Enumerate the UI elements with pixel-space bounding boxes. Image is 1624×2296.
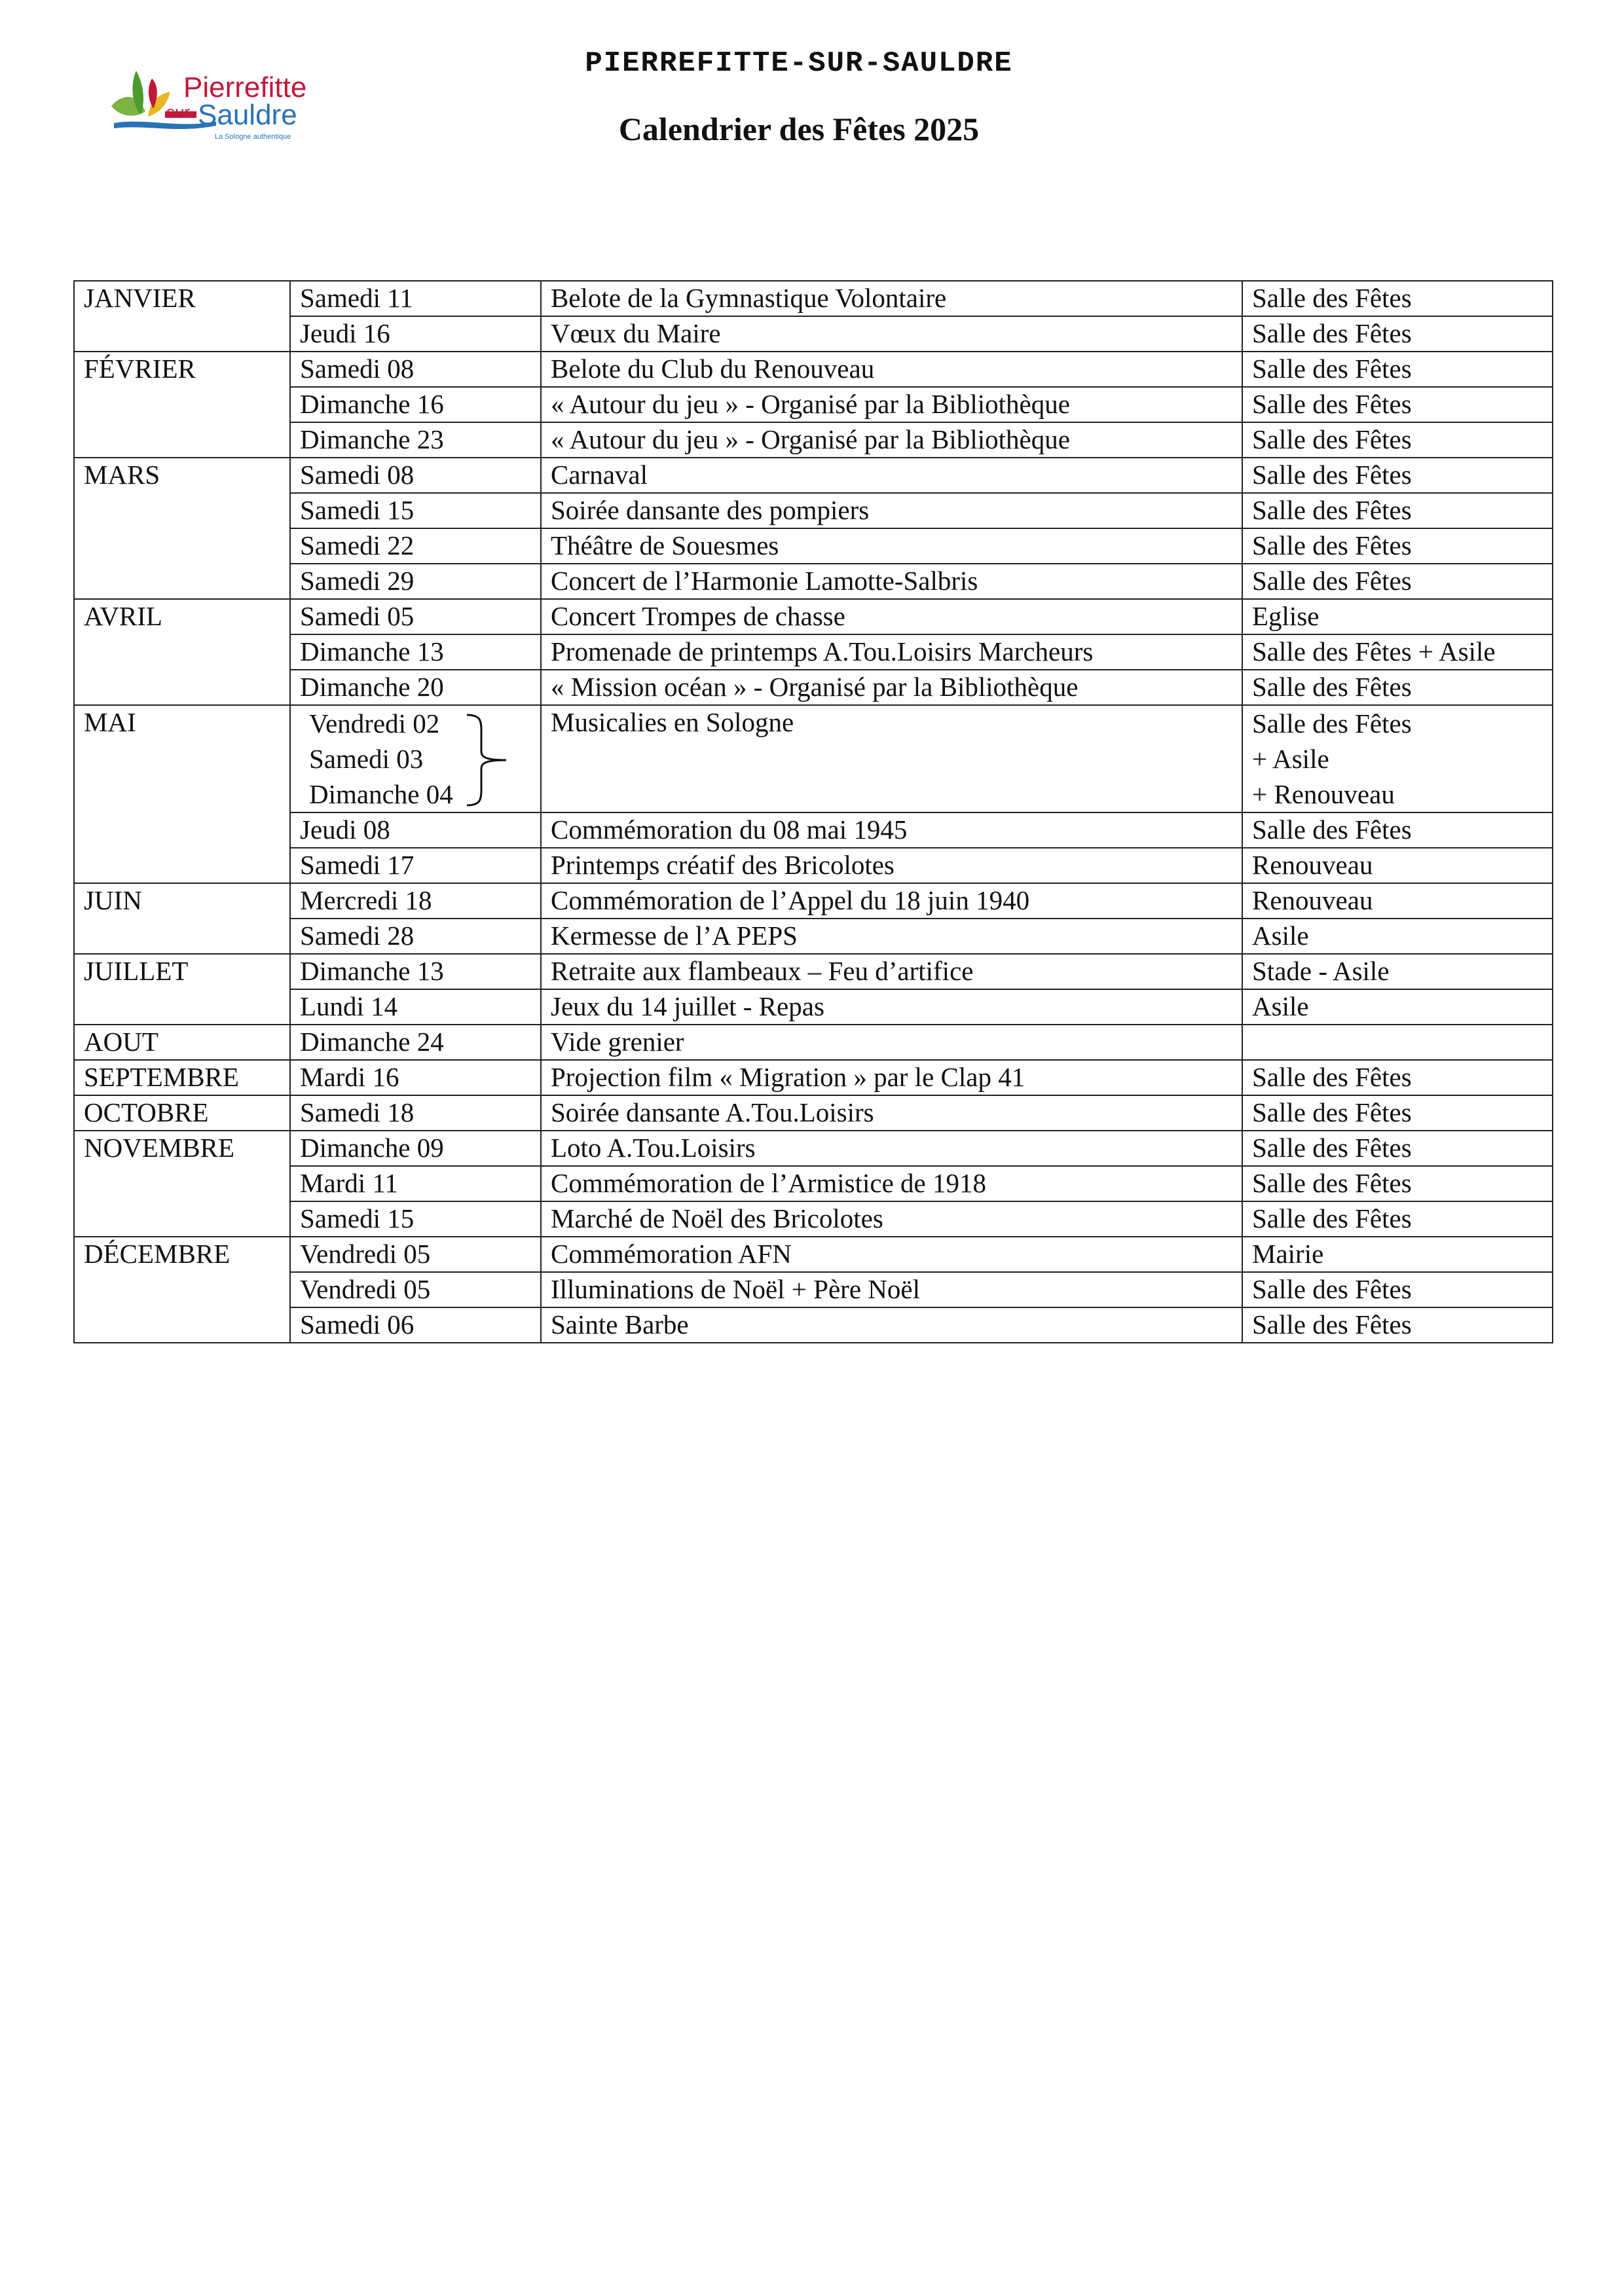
event-cell: « Autour du jeu » - Organisé par la Bibliothèque — [541, 422, 1242, 458]
month-cell: OCTOBRE — [74, 1095, 290, 1131]
location-cell — [1242, 1025, 1553, 1060]
location-cell: Eglise — [1242, 599, 1553, 634]
event-cell: Jeux du 14 juillet - Repas — [541, 989, 1242, 1025]
date-cell: Samedi 11 — [290, 281, 541, 316]
logo-sur: sur — [166, 102, 191, 122]
date-cell: Samedi 29 — [290, 564, 541, 599]
date-cell: Dimanche 13 — [290, 634, 541, 670]
event-cell: Commémoration de l’Appel du 18 juin 1940 — [541, 883, 1242, 919]
event-cell: Belote de la Gymnastique Volontaire — [541, 281, 1242, 316]
date-cell: Samedi 15 — [290, 493, 541, 528]
location-cell: Salle des Fêtes — [1242, 1201, 1553, 1237]
event-cell: Belote du Club du Renouveau — [541, 352, 1242, 387]
date-cell: Jeudi 08 — [290, 812, 541, 848]
date-cell: Mardi 16 — [290, 1060, 541, 1095]
events-table — [73, 280, 1553, 1343]
event-cell: Théâtre de Souesmes — [541, 528, 1242, 564]
table-row — [74, 1166, 1553, 1201]
table-row — [74, 634, 1553, 670]
event-cell: Loto A.Tou.Loisirs — [541, 1131, 1242, 1166]
date-cell: Dimanche 13 — [290, 954, 541, 989]
event-cell: Illuminations de Noël + Père Noël — [541, 1272, 1242, 1307]
logo-line1: Pierrefitte — [183, 71, 307, 103]
location-cell: Salle des Fêtes — [1242, 281, 1553, 316]
location-cell: Salle des Fêtes — [1242, 493, 1553, 528]
date-cell: Dimanche 23 — [290, 422, 541, 458]
date-cell: Vendredi 05 — [290, 1272, 541, 1307]
event-cell: Printemps créatif des Bricolotes — [541, 848, 1242, 883]
month-cell: MARS — [74, 458, 290, 599]
date-cell: Samedi 28 — [290, 919, 541, 954]
table-row — [74, 493, 1553, 528]
month-cell: NOVEMBRE — [74, 1131, 290, 1237]
table-row — [74, 1201, 1553, 1237]
location-cell: Renouveau — [1242, 883, 1553, 919]
month-cell: JANVIER — [74, 281, 290, 352]
location-cell: Salle des Fêtes — [1242, 422, 1553, 458]
date-cell-multi — [290, 705, 541, 812]
table-row — [74, 528, 1553, 564]
table-row — [74, 1095, 1553, 1131]
event-cell: Soirée dansante des pompiers — [541, 493, 1242, 528]
table-row — [74, 1237, 1553, 1272]
month-cell: DÉCEMBRE — [74, 1237, 290, 1343]
location-cell: Salle des Fêtes — [1242, 812, 1553, 848]
table-row — [74, 1272, 1553, 1307]
location-cell-multi — [1242, 705, 1553, 812]
event-cell: Kermesse de l’A PEPS — [541, 919, 1242, 954]
location-cell: Salle des Fêtes — [1242, 1166, 1553, 1201]
date-cell: Jeudi 16 — [290, 316, 541, 352]
event-cell: Commémoration de l’Armistice de 1918 — [541, 1166, 1242, 1201]
event-cell: Promenade de printemps A.Tou.Loisirs Marcheurs — [541, 634, 1242, 670]
date-cell: Dimanche 09 — [290, 1131, 541, 1166]
event-cell: Soirée dansante A.Tou.Loisirs — [541, 1095, 1242, 1131]
date-cell: Vendredi 05 — [290, 1237, 541, 1272]
table-row — [74, 281, 1553, 316]
logo-tagline: La Sologne authentique — [215, 133, 291, 141]
date-cell: Samedi 05 — [290, 599, 541, 634]
month-cell: JUILLET — [74, 954, 290, 1025]
location-cell: Salle des Fêtes + Asile — [1242, 634, 1553, 670]
table-row — [74, 883, 1553, 919]
date-line: Dimanche 04 — [309, 779, 453, 809]
table-row — [74, 1025, 1553, 1060]
event-cell: Vide grenier — [541, 1025, 1242, 1060]
date-cell: Samedi 08 — [290, 352, 541, 387]
table-row — [74, 670, 1553, 705]
event-cell: Projection film « Migration » par le Clap 41 — [541, 1060, 1242, 1095]
date-cell: Dimanche 16 — [290, 387, 541, 422]
location-cell: Salle des Fêtes — [1242, 1272, 1553, 1307]
month-cell: JUIN — [74, 883, 290, 954]
location-cell: Salle des Fêtes — [1242, 670, 1553, 705]
location-cell: Renouveau — [1242, 848, 1553, 883]
date-cell: Samedi 17 — [290, 848, 541, 883]
table-row — [74, 387, 1553, 422]
table-row — [74, 316, 1553, 352]
location-cell: Salle des Fêtes — [1242, 316, 1553, 352]
table-row — [74, 564, 1553, 599]
table-row — [74, 705, 1553, 812]
date-cell: Samedi 08 — [290, 458, 541, 493]
event-cell: « Mission océan » - Organisé par la Bibliothèque — [541, 670, 1242, 705]
table-row — [74, 919, 1553, 954]
location-cell: Stade - Asile — [1242, 954, 1553, 989]
table-row — [74, 599, 1553, 634]
location-cell: Mairie — [1242, 1237, 1553, 1272]
month-cell: MAI — [74, 705, 290, 883]
date-cell: Dimanche 24 — [290, 1025, 541, 1060]
event-cell: « Autour du jeu » - Organisé par la Bibliothèque — [541, 387, 1242, 422]
month-cell: FÉVRIER — [74, 352, 290, 458]
table-row — [74, 812, 1553, 848]
logo-line2: Sauldre — [198, 99, 297, 131]
date-cell: Mercredi 18 — [290, 883, 541, 919]
table-row — [74, 1060, 1553, 1095]
date-cell: Lundi 14 — [290, 989, 541, 1025]
page-subtitle: Calendrier des Fêtes 2025 — [618, 111, 980, 147]
date-cell: Dimanche 20 — [290, 670, 541, 705]
month-cell: SEPTEMBRE — [74, 1060, 290, 1095]
table-row — [74, 1131, 1553, 1166]
location-cell: Salle des Fêtes — [1242, 1307, 1553, 1343]
event-cell: Commémoration du 08 mai 1945 — [541, 812, 1242, 848]
date-cell: Mardi 11 — [290, 1166, 541, 1201]
location-cell: Salle des Fêtes — [1242, 1131, 1553, 1166]
date-cell: Samedi 18 — [290, 1095, 541, 1131]
date-cell: Samedi 22 — [290, 528, 541, 564]
table-row — [74, 954, 1553, 989]
location-cell: Salle des Fêtes — [1242, 387, 1553, 422]
location-line: Salle des Fêtes — [1252, 708, 1412, 738]
table-row — [74, 458, 1553, 493]
table-row — [74, 1307, 1553, 1343]
location-cell: Salle des Fêtes — [1242, 564, 1553, 599]
location-cell: Salle des Fêtes — [1242, 352, 1553, 387]
location-cell: Asile — [1242, 989, 1553, 1025]
event-cell: Carnaval — [541, 458, 1242, 493]
curly-brace-icon — [454, 711, 513, 809]
location-line: + Renouveau — [1252, 779, 1395, 809]
table-row — [74, 848, 1553, 883]
location-cell: Salle des Fêtes — [1242, 1060, 1553, 1095]
event-cell: Commémoration AFN — [541, 1237, 1242, 1272]
location-cell: Salle des Fêtes — [1242, 458, 1553, 493]
table-row — [74, 422, 1553, 458]
location-cell: Salle des Fêtes — [1242, 528, 1553, 564]
date-cell: Samedi 06 — [290, 1307, 541, 1343]
event-cell: Musicalies en Sologne — [541, 705, 1242, 812]
month-cell: AOUT — [74, 1025, 290, 1060]
month-cell: AVRIL — [74, 599, 290, 705]
table-row — [74, 989, 1553, 1025]
event-cell: Vœux du Maire — [541, 316, 1242, 352]
location-cell: Salle des Fêtes — [1242, 1095, 1553, 1131]
page-title: PIERREFITTE-SUR-SAULDRE — [585, 47, 1013, 80]
event-cell: Concert Trompes de chasse — [541, 599, 1242, 634]
table-row — [74, 352, 1553, 387]
date-cell: Samedi 15 — [290, 1201, 541, 1237]
event-cell: Concert de l’Harmonie Lamotte-Salbris — [541, 564, 1242, 599]
date-line: Samedi 03 — [309, 744, 424, 774]
event-cell: Sainte Barbe — [541, 1307, 1242, 1343]
event-cell: Marché de Noël des Bricolotes — [541, 1201, 1242, 1237]
location-cell: Asile — [1242, 919, 1553, 954]
location-line: + Asile — [1252, 744, 1329, 774]
event-cell: Retraite aux flambeaux – Feu d’artifice — [541, 954, 1242, 989]
date-line: Vendredi 02 — [309, 708, 440, 738]
